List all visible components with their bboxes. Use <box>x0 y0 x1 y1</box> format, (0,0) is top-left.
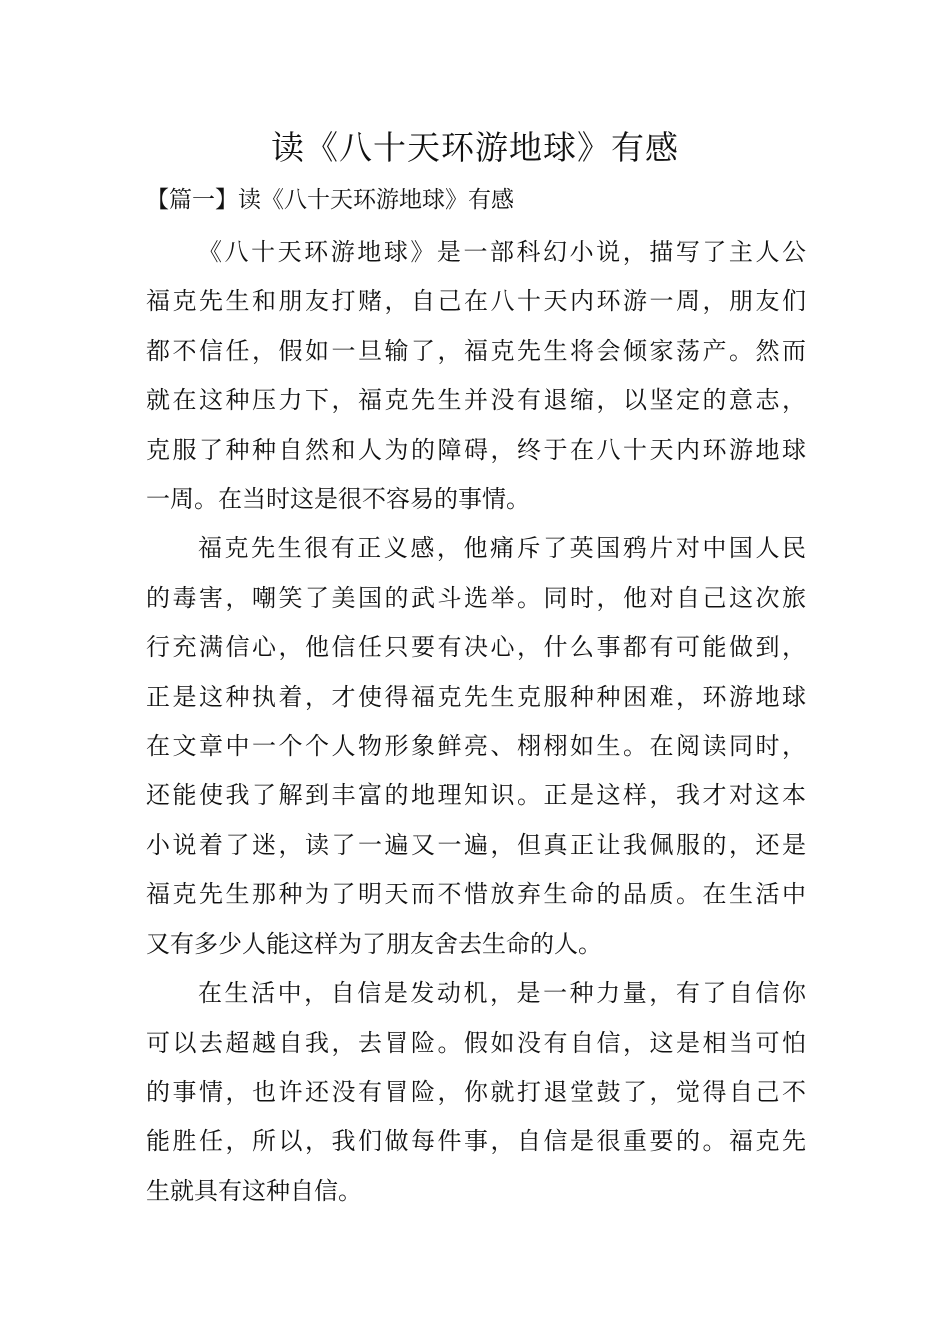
text-line: 在生活中，自信是发动机，是一种力量，有了自信你 <box>198 979 806 1008</box>
text-line: 生就具有这种自信。 <box>146 1176 362 1205</box>
text-line: 福克先生那种为了明天而不惜放弃生命的品质。在生活中 <box>146 880 806 909</box>
text-line: 都不信任，假如一旦输了，福克先生将会倾家荡产。然而 <box>146 336 806 365</box>
text-line: 的事情，也许还没有冒险，你就打退堂鼓了，觉得自己不 <box>146 1077 806 1106</box>
text-line: 《八十天环游地球》是一部科幻小说，描写了主人公 <box>198 238 806 266</box>
paragraph-2 <box>146 524 806 969</box>
document-body <box>146 228 806 1216</box>
text-line: 正是这种执着，才使得福克先生克服种种困难，环游地球 <box>146 682 806 711</box>
text-line: 行充满信心，他信任只要有决心，什么事都有可能做到， <box>146 633 806 662</box>
text-line: 克服了种种自然和人为的障碍，终于在八十天内环游地球 <box>146 435 806 464</box>
document-title: 读《八十天环游地球》有感 <box>271 128 679 167</box>
text-line: 福克先生很有正义感，他痛斥了英国鸦片对中国人民 <box>198 534 806 563</box>
text-line: 能胜任，所以，我们做每件事，自信是很重要的。福克先 <box>146 1127 806 1156</box>
text-line: 又有多少人能这样为了朋友舍去生命的人。 <box>146 929 602 958</box>
text-line: 还能使我了解到丰富的地理知识。正是这样，我才对这本 <box>146 781 806 810</box>
paragraph-1 <box>146 228 806 524</box>
text-line: 在文章中一个个人物形象鲜亮、栩栩如生。在阅读同时， <box>146 732 806 761</box>
text-line: 就在这种压力下，福克先生并没有退缩，以坚定的意志， <box>146 386 806 415</box>
text-line: 小说着了迷，读了一遍又一遍，但真正让我佩服的，还是 <box>146 830 806 859</box>
text-line: 的毒害，嘲笑了美国的武斗选举。同时，他对自己这次旅 <box>146 583 806 612</box>
text-line: 可以去超越自我，去冒险。假如没有自信，这是相当可怕 <box>146 1028 806 1057</box>
text-line: 福克先生和朋友打赌，自己在八十天内环游一周，朋友们 <box>146 287 806 316</box>
section-heading: 【篇一】读《八十天环游地球》有感 <box>146 187 514 213</box>
paragraph-3 <box>146 969 806 1216</box>
text-line: 一周。在当时这是很不容易的事情。 <box>146 485 530 514</box>
